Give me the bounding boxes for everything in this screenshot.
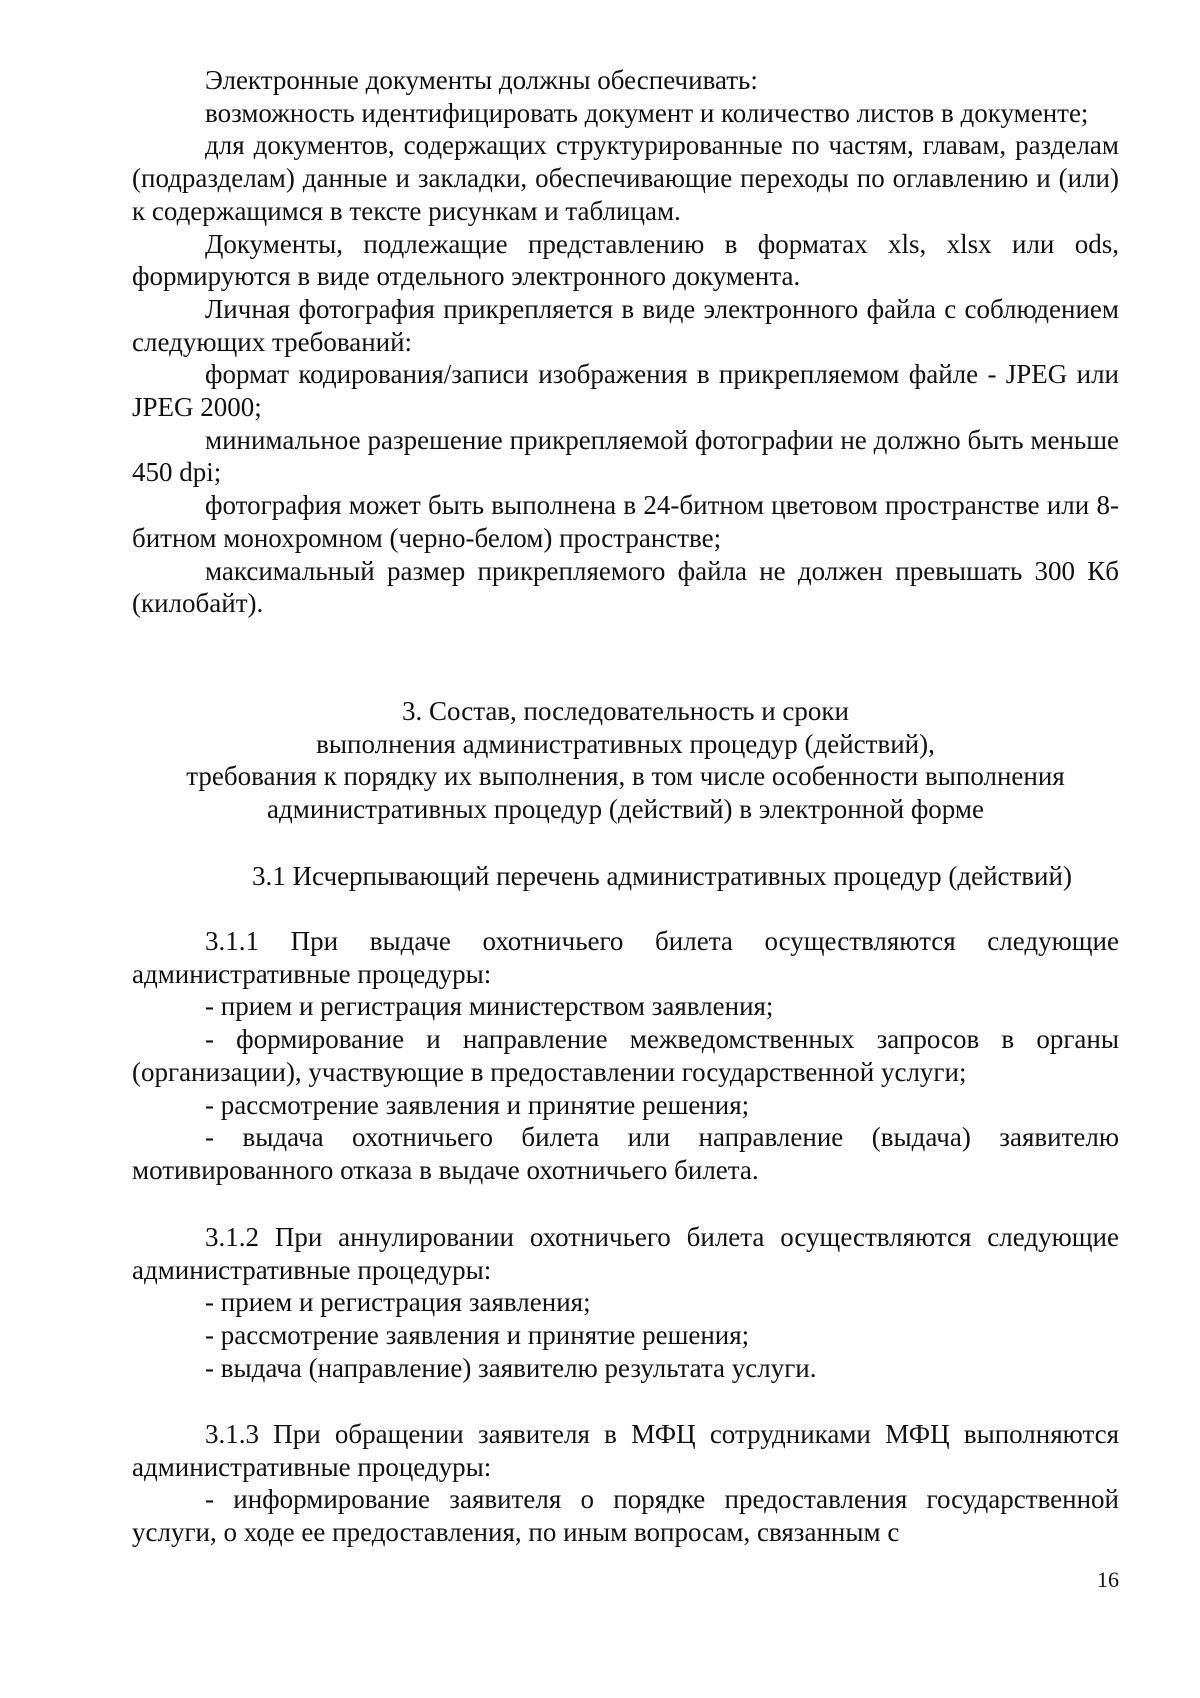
electronic-documents-block	[132, 64, 1119, 620]
list-item: - выдача (направление) заявителю результата услуги.	[205, 1352, 817, 1383]
heading-line: 3. Состав, последовательность и сроки	[402, 696, 849, 726]
list-item: - формирование и направление межведомственных запросов в органы (организации), участвующие в предоставлении государственной услуги;	[132, 1024, 1119, 1087]
list-item: - прием и регистрация министерством заявления;	[205, 991, 774, 1022]
section-3-heading	[132, 695, 1119, 826]
paragraph: фотография может быть выполнена в 24-битном цветовом пространстве или 8-битном монохромном (черно-белом) пространстве;	[132, 490, 1119, 553]
subsection-3-1-3-block	[132, 1418, 1119, 1549]
paragraph: минимальное разрешение прикрепляемой фотографии не должно быть меньше 450 dpi;	[132, 424, 1119, 488]
subsection-3-1-heading: 3.1 Исчерпывающий перечень административных процедур (действий)	[252, 861, 1072, 891]
paragraph: Электронные документы должны обеспечивать:	[205, 65, 758, 95]
heading-line: административных процедур (действий) в электронной форме	[267, 794, 984, 825]
list-item: - рассмотрение заявления и принятие решения;	[205, 1089, 750, 1120]
list-item: - выдача охотничьего билета или направление (выдача) заявителю мотивированного отказа в выдаче охотничьего билета.	[132, 1122, 1119, 1185]
list-item: - прием и регистрация заявления;	[205, 1287, 591, 1318]
paragraph: 3.1.2 При аннулировании охотничьего билета осуществляются следующие административные процедуры:	[132, 1222, 1119, 1285]
list-item: - рассмотрение заявления и принятие решения;	[205, 1320, 750, 1351]
paragraph: формат кодирования/записи изображения в прикрепляемом файле - JPEG или JPEG 2000;	[132, 359, 1119, 423]
paragraph: Документы, подлежащие представлению в форматах xls, xlsx или ods, формируются в виде отдельного электронного документа.	[132, 228, 1119, 292]
paragraph: Личная фотография прикрепляется в виде электронного файла с соблюдением следующих требований:	[132, 293, 1119, 357]
heading-line: требования к порядку их выполнения, в том числе особенности выполнения	[186, 761, 1065, 792]
subsection-3-1-2-block	[132, 1221, 1119, 1385]
paragraph: 3.1.3 При обращении заявителя в МФЦ сотрудниками МФЦ выполняются административные процедуры:	[132, 1419, 1119, 1482]
paragraph: 3.1.1 При выдаче охотничьего билета осуществляются следующие административные процедуры:	[132, 926, 1119, 989]
paragraph: возможность идентифицировать документ и количество листов в документе;	[205, 97, 1089, 128]
page-number: 16	[1097, 1567, 1119, 1592]
paragraph: для документов, содержащих структурированные по частям, главам, разделам (подразделам) данные и закладки, обеспечивающие переходы по оглавлению и (или) к содержащимся в тексте рисункам и таблицам.	[132, 130, 1119, 226]
heading-line: выполнения административных процедур (действий),	[316, 728, 935, 759]
list-item: - информирование заявителя о порядке предоставления государственной услуги, о ходе ее предоставления, по иным вопросам, связанным с	[132, 1484, 1119, 1548]
paragraph: максимальный размер прикрепляемого файла не должен превышать 300 Кб (килобайт).	[132, 555, 1119, 619]
subsection-3-1-1-block	[132, 925, 1119, 1187]
